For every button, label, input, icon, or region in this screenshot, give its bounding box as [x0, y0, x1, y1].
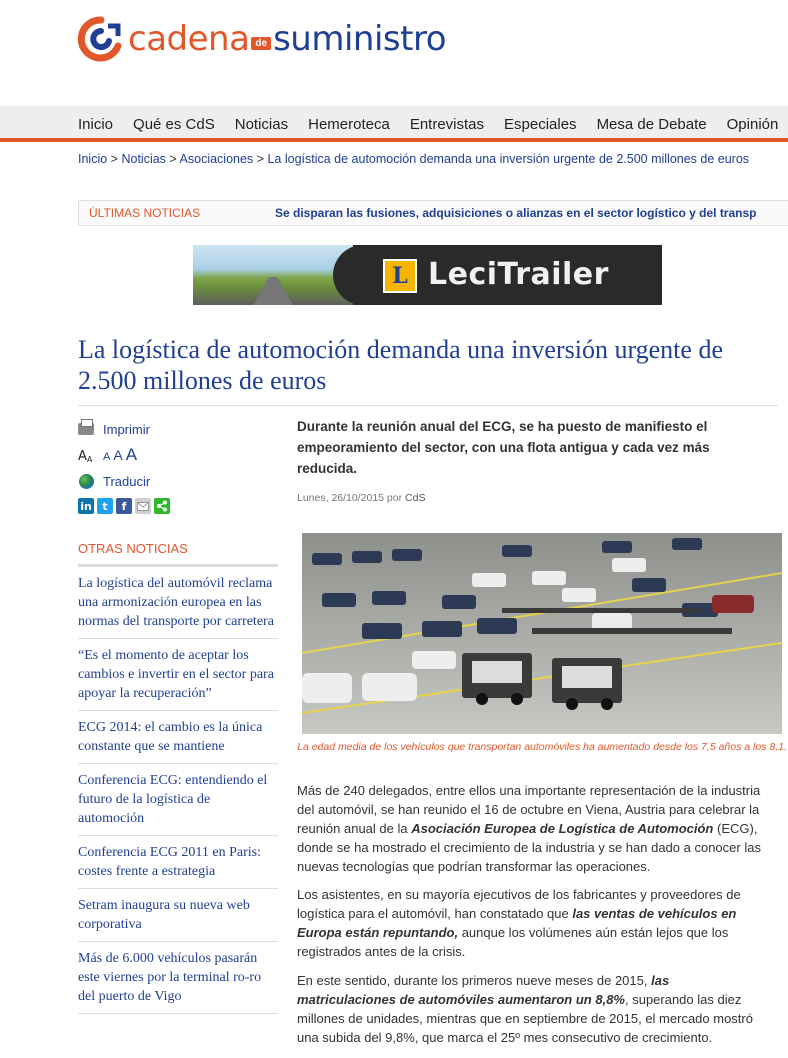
nav-item-mesa-de-debate[interactable]: Mesa de Debate — [596, 115, 707, 133]
ticker-label: ÚLTIMAS NOTICIAS — [89, 206, 201, 220]
article-paragraph-2: Los asistentes, en su mayoría ejecutivos de los fabricantes y proveedores de logística para el automóvil, han constatado que las ventas de vehículos en Europa están repuntando, aunque los volúmenes aún están lejos que los registrados antes de la crisis. — [297, 887, 741, 959]
breadcrumb-current[interactable]: La logística de automoción demanda una inversión urgente de 2.500 millones de euros — [267, 152, 750, 166]
share-buttons — [78, 498, 278, 514]
breadcrumb-separator: > — [256, 152, 264, 166]
article-lead: Durante la reunión anual del ECG, se ha puesto de manifiesto el empeoramiento del sector, con una flota antigua y cada vez más reducida. — [297, 419, 710, 476]
twitter-icon[interactable]: t — [97, 498, 113, 514]
other-news-item[interactable]: La logística del automóvil reclama una armonización europea en las normas del transporte por carretera — [78, 567, 278, 639]
logo-text-cadena: cadena — [128, 19, 250, 59]
breadcrumb-link-asociaciones[interactable]: Asociaciones — [179, 152, 254, 166]
other-news-section — [78, 541, 278, 1014]
email-icon[interactable] — [135, 498, 151, 514]
nav-item-inicio[interactable]: Inicio — [78, 115, 114, 133]
article-photo — [302, 533, 782, 734]
breadcrumb-link-inicio[interactable]: Inicio — [78, 152, 108, 166]
nav-item-hemeroteca[interactable]: Hemeroteca — [308, 115, 390, 133]
article-paragraph-3: En este sentido, durante los primeros nueve meses de 2015, las matriculaciones de automóviles aumentaron un 8,8%, superando las diez millones de unidades, mientras que en septiembre de 2015, el mercado mostró una subida del 9,8%, que marca el 25º mes consecutivo de crecimiento. — [297, 973, 753, 1045]
nav-item-que-es-cds[interactable]: Qué es CdS — [133, 115, 215, 133]
banner-road-image — [193, 245, 353, 305]
nav-item-entrevistas[interactable]: Entrevistas — [409, 115, 485, 133]
banner-logo-icon: L — [383, 259, 417, 293]
other-news-item[interactable]: Setram inaugura su nueva web corporativa — [78, 889, 278, 942]
other-news-heading: OTRAS NOTICIAS — [78, 541, 278, 567]
nav-item-opinion[interactable]: Opinión — [726, 115, 779, 133]
other-news-list — [78, 567, 278, 1014]
print-label: Imprimir — [103, 421, 150, 437]
share-icon[interactable] — [154, 498, 170, 514]
print-button[interactable] — [78, 416, 278, 442]
byline-por: por — [386, 492, 403, 504]
printer-icon — [78, 421, 94, 437]
main-nav — [0, 106, 788, 142]
other-news-item[interactable]: Conferencia ECG 2011 en Paris: costes frente a estrategia — [78, 836, 278, 889]
translate-button[interactable] — [78, 468, 278, 494]
font-size-medium-button[interactable]: A — [113, 447, 123, 463]
other-news-item[interactable]: “Es el momento de aceptar los cambios e invertir en el sector para apoyar la recuperación” — [78, 639, 278, 711]
photo-caption: La edad media de los vehículos que transportan automóviles ha aumentado desde los 7,5 años a los 8,1. — [297, 741, 787, 753]
logo-text-suministro: suministro — [273, 19, 446, 59]
breadcrumb-separator: > — [110, 152, 118, 166]
article-tools — [78, 416, 278, 514]
article-byline — [297, 492, 425, 504]
article-paragraph-1: Más de 240 delegados, entre ellos una importante representación de la industria del automóvil, se han reunido el 16 de octubre en Viena, Austria para celebrar la reunión anual de la Asociación Europea de Logística de Automoción (ECG), donde se ha mostrado el crecimiento de la industria y se han dado a conocer las nuevas tecnologías que podrían transformar las operaciones. — [297, 783, 761, 874]
advertisement-banner[interactable] — [193, 245, 662, 305]
svg-text:A: A — [87, 455, 93, 463]
font-size-small-button[interactable]: A — [103, 451, 111, 463]
title-divider — [78, 405, 778, 406]
nav-item-especiales[interactable]: Especiales — [504, 115, 577, 133]
translate-label: Traducir — [103, 473, 151, 489]
other-news-item[interactable]: Conferencia ECG: entendiendo el futuro de la logística de automoción — [78, 764, 278, 836]
site-header — [0, 0, 788, 106]
car-carrier-photo-icon — [302, 533, 782, 734]
facebook-icon[interactable]: f — [116, 498, 132, 514]
nav-item-noticias[interactable]: Noticias — [234, 115, 289, 133]
other-news-item[interactable]: ECG 2014: el cambio es la única constante que se mantiene — [78, 711, 278, 764]
site-logo[interactable] — [78, 14, 446, 64]
article-date: Lunes, 26/10/2015 — [297, 492, 384, 504]
globe-icon — [78, 473, 94, 489]
logo-text-de: de — [251, 37, 271, 50]
other-news-item[interactable]: Más de 6.000 vehículos pasarán este viernes por la terminal ro-ro del puerto de Vigo — [78, 942, 278, 1014]
breadcrumb — [78, 152, 749, 166]
logo-mark-icon — [78, 16, 124, 62]
linkedin-icon[interactable]: in — [78, 498, 94, 514]
svg-text:A: A — [78, 449, 87, 463]
article-title: La logística de automoción demanda una inversión urgente de 2.500 millones de euros — [78, 335, 723, 395]
ticker-headline-link[interactable]: Se disparan las fusiones, adquisiciones o alianzas en el sector logístico y del transp — [275, 206, 757, 220]
font-size-controls — [78, 442, 278, 468]
latest-news-ticker — [78, 200, 788, 226]
breadcrumb-separator: > — [169, 152, 177, 166]
banner-brand-name: LeciTrailer — [428, 257, 609, 292]
article-author[interactable]: CdS — [405, 492, 426, 504]
font-size-large-button[interactable]: A — [125, 445, 138, 464]
breadcrumb-link-noticias[interactable]: Noticias — [121, 152, 166, 166]
font-size-icon — [78, 447, 94, 463]
